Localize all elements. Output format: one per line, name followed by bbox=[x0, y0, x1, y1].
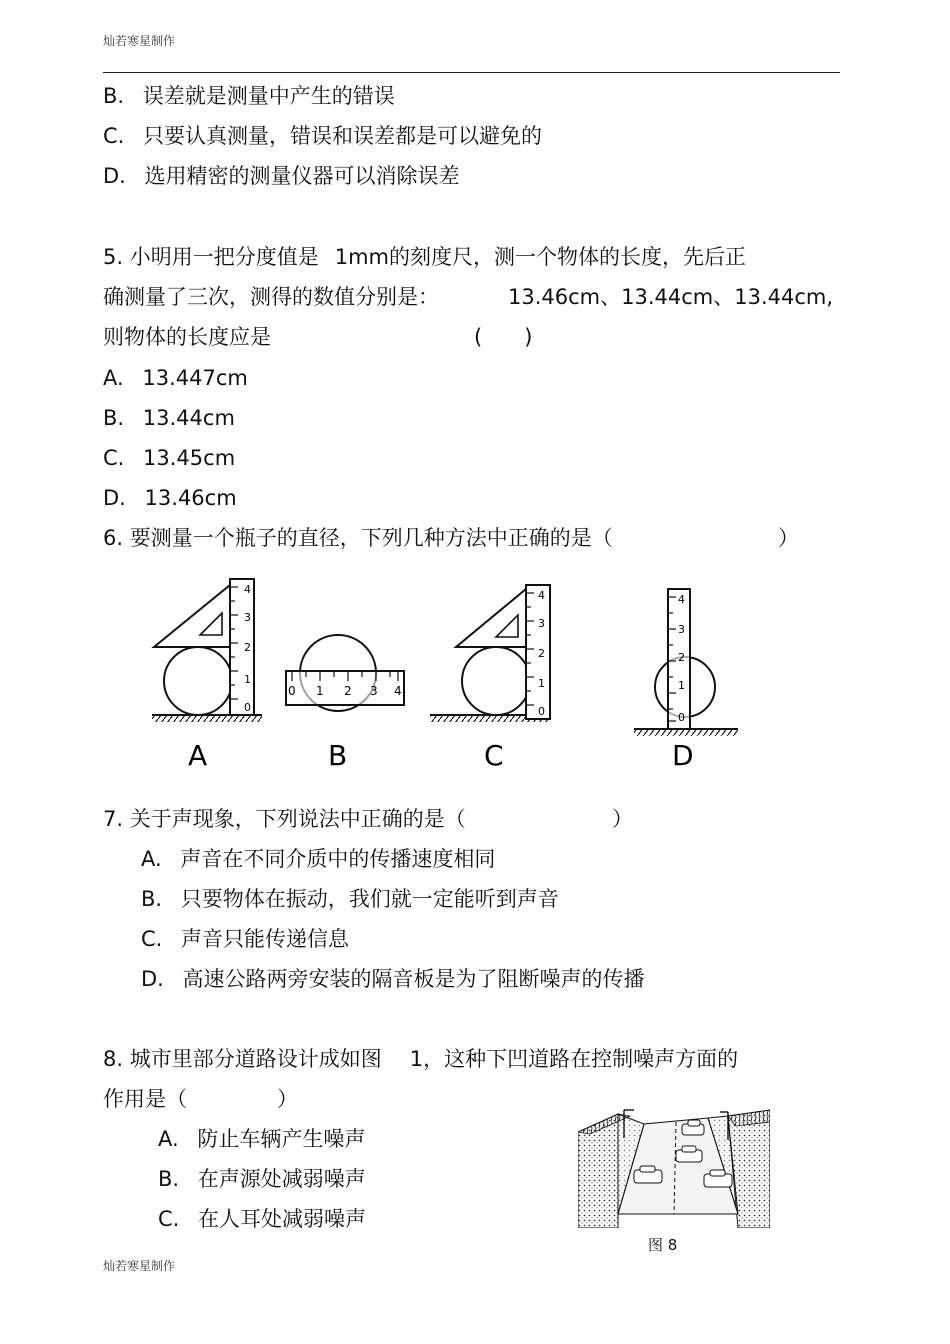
q5-option-c bbox=[103, 444, 235, 472]
q7-stem: 7. 关于声现象，下列说法中正确的是（ bbox=[103, 807, 466, 831]
tick-label: 0 bbox=[678, 711, 685, 724]
q8-text: 作用是（ bbox=[103, 1087, 187, 1111]
figure-b bbox=[286, 635, 404, 772]
q8-stem-line2 bbox=[103, 1085, 298, 1113]
bottle-circle bbox=[462, 647, 530, 715]
figure-label: B bbox=[328, 739, 348, 772]
tick-label: 1 bbox=[538, 677, 545, 690]
tick-label: 2 bbox=[344, 684, 352, 698]
tick-label: 4 bbox=[394, 684, 402, 698]
q7-option-b bbox=[141, 885, 559, 913]
option-text: 13.46cm bbox=[144, 486, 237, 510]
q5-text: 5. 小明用一把分度值是 bbox=[103, 245, 319, 269]
option-letter: C. bbox=[103, 124, 125, 148]
car-cabin bbox=[682, 1146, 696, 1152]
sunken-road-figure bbox=[578, 1104, 770, 1228]
q8-text: 8. 城市里部分道路设计成如图 bbox=[103, 1047, 382, 1071]
option-text: 在声源处减弱噪声 bbox=[197, 1167, 366, 1191]
q6-stem: 6. 要测量一个瓶子的直径，下列几种方法中正确的是（ bbox=[103, 526, 613, 550]
figure-c bbox=[430, 585, 550, 772]
q5-option-a bbox=[103, 364, 248, 392]
q8-text: ） bbox=[277, 1087, 298, 1111]
tick-label: 2 bbox=[538, 647, 545, 660]
tick-label: 4 bbox=[244, 583, 251, 596]
q5-stem-line3: 则物体的长度应是 bbox=[103, 325, 271, 349]
tick-label: 2 bbox=[678, 651, 685, 664]
figure-label: D bbox=[672, 739, 694, 772]
option-letter: A. bbox=[158, 1127, 179, 1151]
q5-option-b bbox=[103, 404, 235, 432]
figure-label: A bbox=[188, 739, 208, 772]
q8-stem-line1 bbox=[103, 1045, 738, 1073]
ground-hatch bbox=[634, 729, 738, 736]
tick-label: 0 bbox=[288, 684, 296, 698]
q8-option-b bbox=[158, 1165, 366, 1193]
tick-label: 1 bbox=[678, 679, 685, 692]
figure-8-caption: 图 8 bbox=[648, 1236, 678, 1254]
option-text: 防止车辆产生噪声 bbox=[197, 1127, 366, 1151]
tick-label: 0 bbox=[538, 705, 545, 718]
tick-label: 3 bbox=[678, 623, 685, 636]
option-letter: D. bbox=[103, 164, 126, 188]
option-letter: B. bbox=[103, 406, 125, 430]
q7-paren-close: ） bbox=[612, 807, 633, 831]
option-letter: C. bbox=[141, 927, 163, 951]
q5-stem-line2 bbox=[103, 283, 439, 311]
option-text: 只要物体在振动，我们就一定能听到声音 bbox=[180, 887, 559, 911]
option-letter: A. bbox=[103, 366, 124, 390]
option-letter: B. bbox=[103, 84, 125, 108]
tick-label: 4 bbox=[678, 593, 685, 606]
q4-option-b bbox=[103, 82, 395, 110]
q7-option-c bbox=[141, 925, 349, 953]
header-rule bbox=[103, 72, 840, 73]
bottle-circle bbox=[164, 647, 232, 715]
option-text: 选用精密的测量仪器可以消除误差 bbox=[144, 164, 460, 188]
option-letter: B. bbox=[141, 887, 163, 911]
tick-label: 4 bbox=[538, 589, 545, 602]
option-text: 声音在不同介质中的传播速度相同 bbox=[180, 847, 496, 871]
tick-label: 1 bbox=[244, 673, 251, 686]
q7-option-d bbox=[141, 965, 645, 993]
option-text: 13.447cm bbox=[142, 366, 248, 390]
car-cabin bbox=[640, 1166, 655, 1172]
ground-hatch bbox=[152, 715, 262, 722]
q6-paren-close: ） bbox=[778, 526, 799, 550]
q5-values: 13.46cm、13.44cm、13.44cm, bbox=[508, 285, 834, 309]
tick-label: 3 bbox=[538, 617, 545, 630]
tick-label: 2 bbox=[244, 641, 251, 654]
car-cabin bbox=[688, 1120, 700, 1126]
q5-text: 的刻度尺，测一个物体的长度，先后正 bbox=[389, 245, 746, 269]
option-letter: C. bbox=[103, 446, 125, 470]
option-letter: B. bbox=[158, 1167, 180, 1191]
tick-label: 3 bbox=[370, 684, 378, 698]
q5-answer-parens: ( ) bbox=[474, 325, 533, 349]
page-header: 灿若寒星制作 bbox=[103, 34, 176, 48]
q4-option-c bbox=[103, 122, 542, 150]
option-text: 13.44cm bbox=[142, 406, 235, 430]
option-text: 在人耳处减弱噪声 bbox=[198, 1207, 367, 1231]
option-text: 只要认真测量，错误和误差都是可以避免的 bbox=[143, 124, 543, 148]
q8-text: 1，这种下凹道路在控制噪声方面的 bbox=[409, 1047, 739, 1071]
option-letter: C. bbox=[158, 1207, 180, 1231]
q5-stem-line1 bbox=[103, 243, 746, 271]
option-letter: D. bbox=[141, 967, 164, 991]
q8-option-c bbox=[158, 1205, 366, 1233]
set-square-inner bbox=[200, 613, 222, 635]
tick-label: 0 bbox=[244, 701, 251, 714]
figure-d bbox=[634, 589, 738, 772]
tick-label: 3 bbox=[244, 611, 251, 624]
figure-label: C bbox=[484, 739, 504, 772]
option-letter: D. bbox=[103, 486, 126, 510]
option-text: 13.45cm bbox=[143, 446, 236, 470]
option-text: 声音只能传递信息 bbox=[181, 927, 350, 951]
car-cabin bbox=[710, 1170, 725, 1176]
q6-figures bbox=[140, 575, 760, 775]
option-letter: A. bbox=[141, 847, 162, 871]
q5-unit: 1mm bbox=[334, 245, 389, 269]
tick-label: 1 bbox=[316, 684, 324, 698]
figure-a bbox=[152, 579, 262, 772]
q5-text: 确测量了三次，测得的数值分别是： bbox=[103, 285, 439, 309]
q5-option-d bbox=[103, 484, 237, 512]
option-text: 误差就是测量中产生的错误 bbox=[142, 84, 395, 108]
q4-option-d bbox=[103, 162, 460, 190]
page-footer: 灿若寒星制作 bbox=[103, 1259, 176, 1273]
q8-option-a bbox=[158, 1125, 365, 1153]
q7-option-a bbox=[141, 845, 495, 873]
option-text: 高速公路两旁安装的隔音板是为了阻断噪声的传播 bbox=[182, 967, 645, 991]
set-square-inner bbox=[496, 615, 518, 637]
